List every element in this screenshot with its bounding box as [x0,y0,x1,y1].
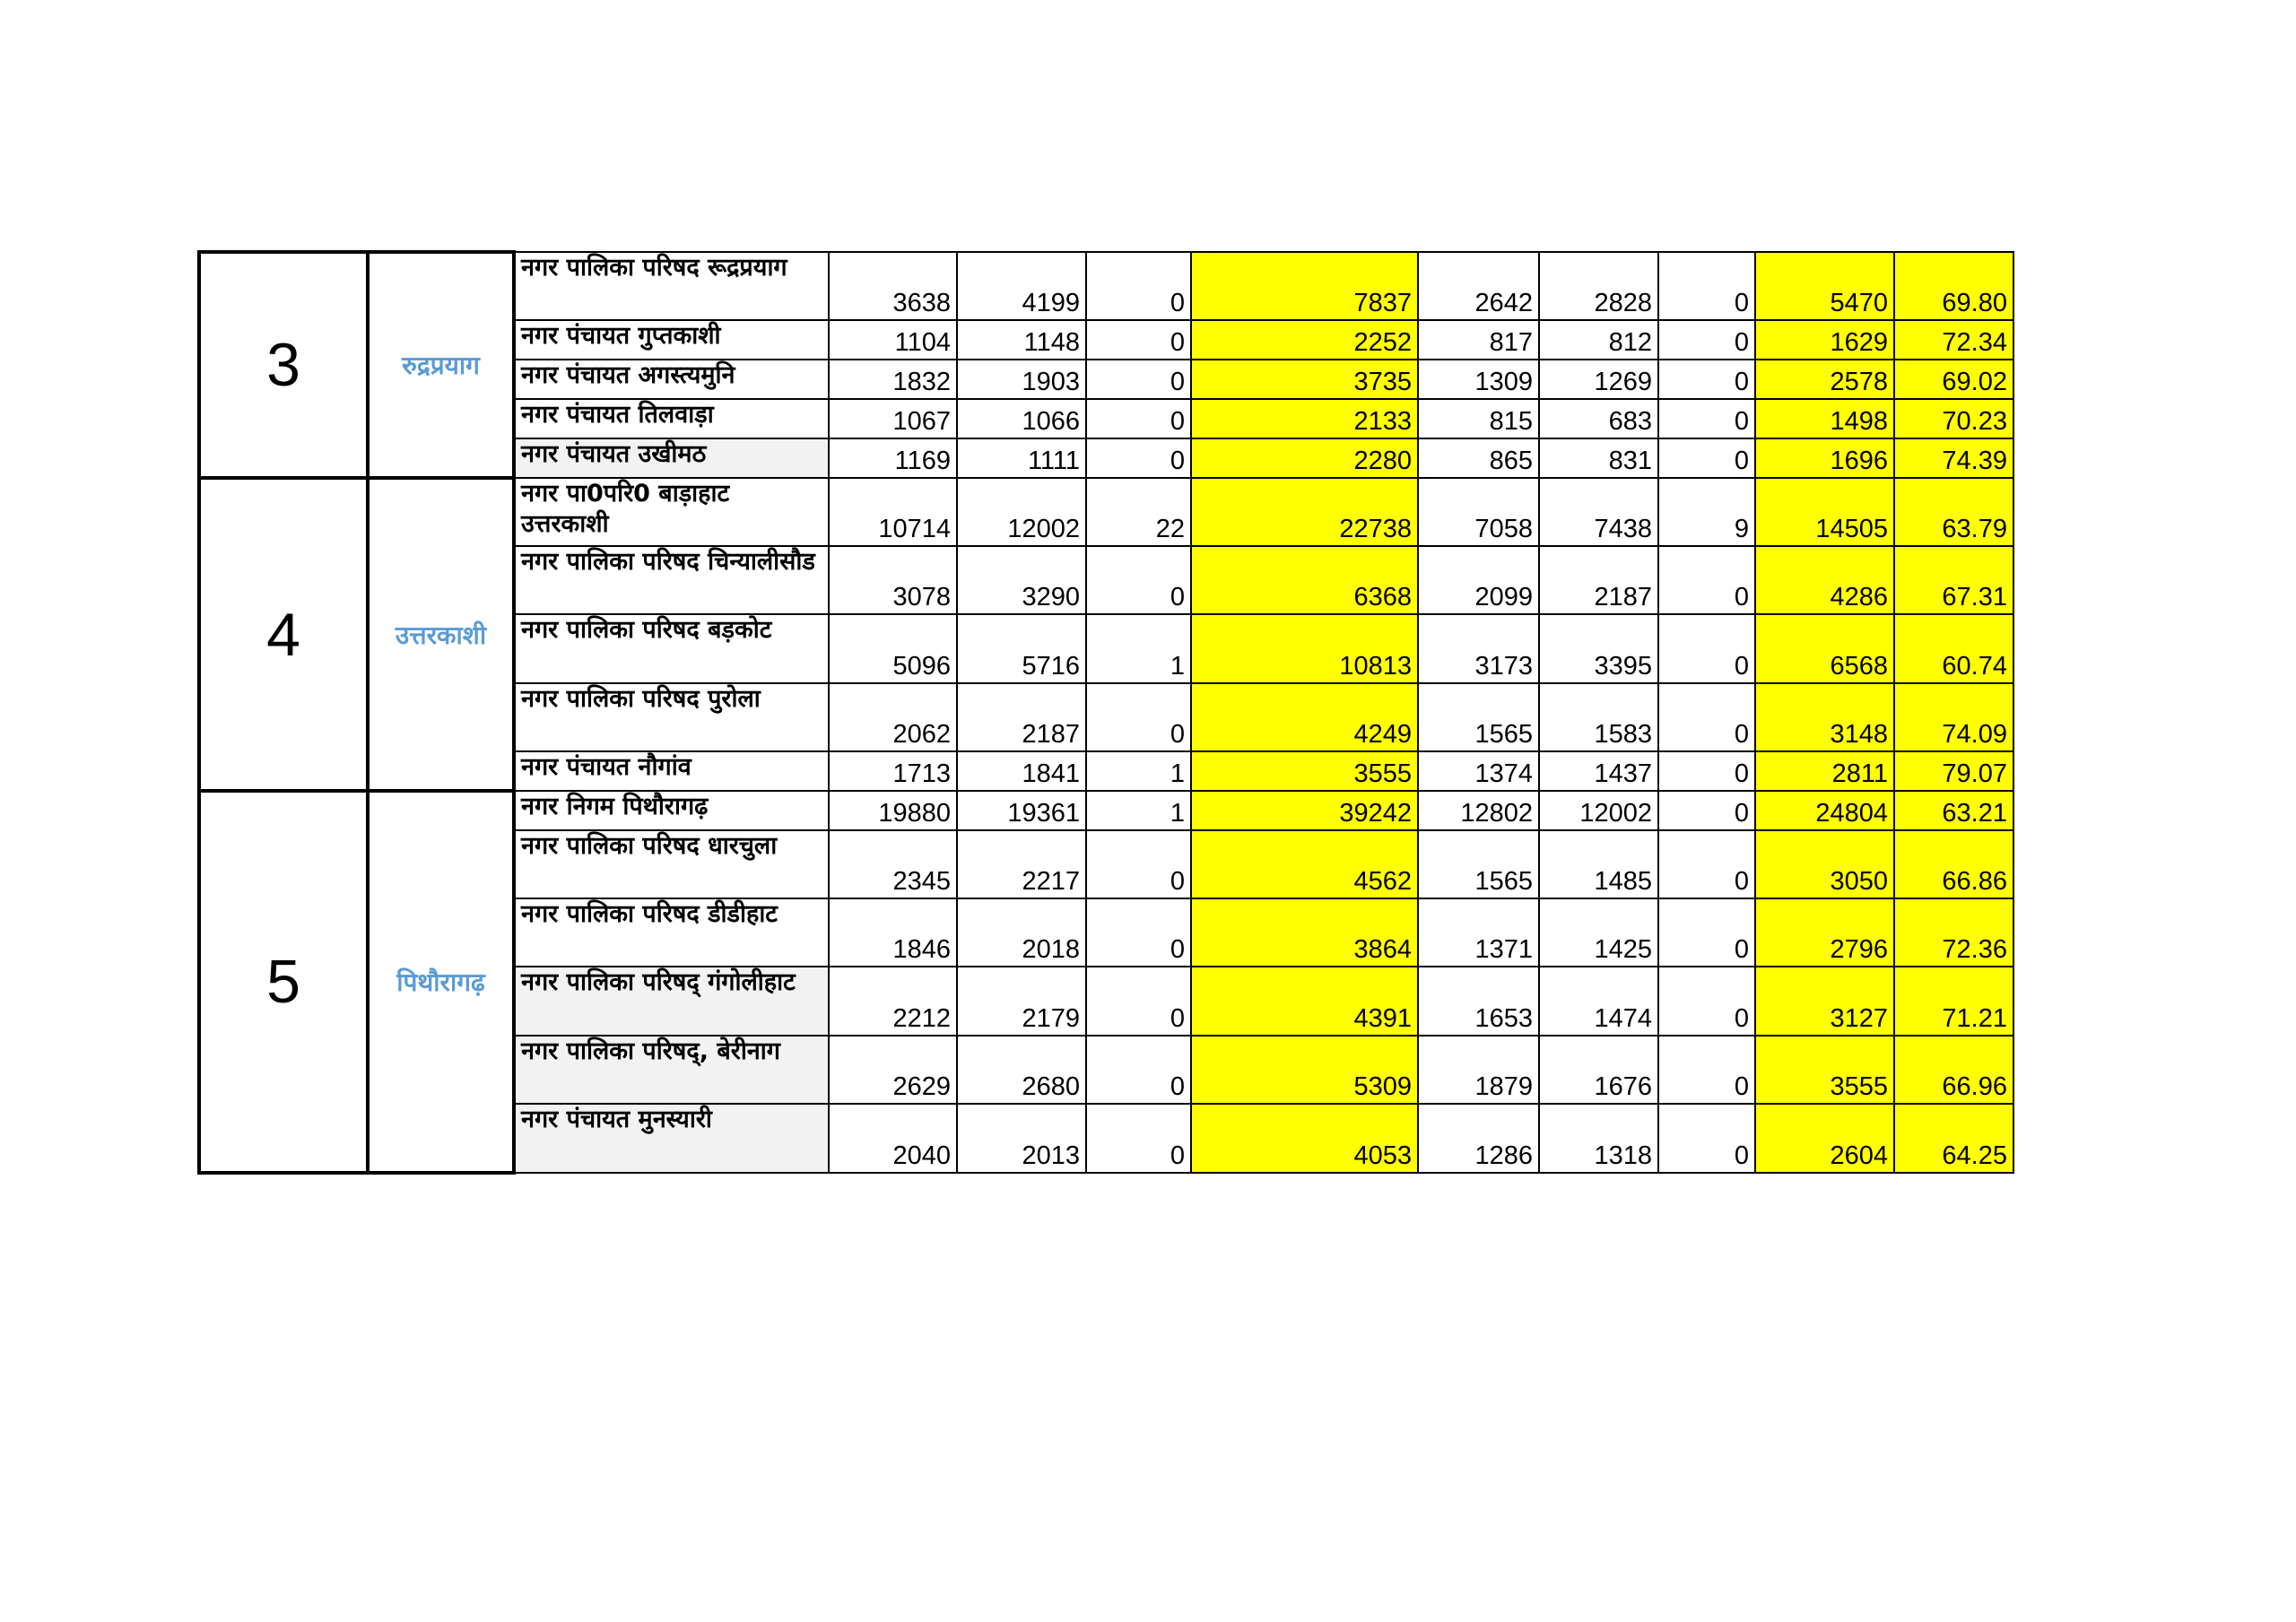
body-name-cell: नगर पालिका परिषद धारचुला [514,830,829,898]
value-col-1: 1713 [829,751,957,791]
serial-number-cell: 5 [199,791,368,1173]
district-cell [368,791,514,1173]
value-col-6: 1583 [1539,683,1658,751]
value-col-5: 817 [1418,320,1539,360]
total-col-a: 39242 [1191,791,1418,830]
value-col-5: 1565 [1418,830,1539,898]
district-cell [368,252,514,478]
total-col-b: 3148 [1755,683,1894,751]
value-col-7: 0 [1658,967,1755,1036]
total-col-a: 5309 [1191,1036,1418,1104]
value-col-1: 2062 [829,683,957,751]
percent-col: 74.39 [1894,438,2013,478]
value-col-6: 1676 [1539,1036,1658,1104]
total-col-a: 4249 [1191,683,1418,751]
value-col-2: 3290 [957,546,1086,614]
value-col-6: 1437 [1539,751,1658,791]
value-col-7: 0 [1658,751,1755,791]
body-name-cell: नगर पालिका परिषद्, बेरीनाग [514,1036,829,1104]
value-col-1: 1169 [829,438,957,478]
value-col-2: 2179 [957,967,1086,1036]
percent-col: 72.34 [1894,320,2013,360]
total-col-a: 3735 [1191,360,1418,399]
value-col-1: 2629 [829,1036,957,1104]
district-name: रुद्रप्रयाग [402,351,480,380]
value-col-7: 0 [1658,399,1755,438]
value-col-5: 7058 [1418,478,1539,546]
value-col-6: 7438 [1539,478,1658,546]
value-col-7: 9 [1658,478,1755,546]
total-col-b: 4286 [1755,546,1894,614]
value-col-3: 0 [1086,683,1191,751]
percent-col: 69.80 [1894,252,2013,320]
body-name-cell: नगर पंचायत तिलवाड़ा [514,399,829,438]
value-col-2: 19361 [957,791,1086,830]
value-col-3: 0 [1086,967,1191,1036]
value-col-5: 1653 [1418,967,1539,1036]
value-col-5: 1309 [1418,360,1539,399]
value-col-1: 19880 [829,791,957,830]
total-col-b: 1629 [1755,320,1894,360]
serial-number-cell: 3 [199,252,368,478]
total-col-b: 24804 [1755,791,1894,830]
total-col-b: 1498 [1755,399,1894,438]
value-col-7: 0 [1658,360,1755,399]
value-col-3: 0 [1086,252,1191,320]
value-col-3: 0 [1086,399,1191,438]
district-name: उत्तरकाशी [395,620,487,650]
value-col-1: 2212 [829,967,957,1036]
percent-col: 66.86 [1894,830,2013,898]
value-col-6: 12002 [1539,791,1658,830]
total-col-b: 3127 [1755,967,1894,1036]
percent-col: 72.36 [1894,898,2013,967]
value-col-3: 0 [1086,320,1191,360]
value-col-2: 1066 [957,399,1086,438]
value-col-7: 0 [1658,1036,1755,1104]
percent-col: 66.96 [1894,1036,2013,1104]
value-col-3: 0 [1086,546,1191,614]
value-col-5: 865 [1418,438,1539,478]
value-col-7: 0 [1658,614,1755,683]
percent-col: 70.23 [1894,399,2013,438]
body-name-cell: नगर पालिका परिषद चिन्यालीसौड [514,546,829,614]
value-col-1: 3638 [829,252,957,320]
total-col-a: 22738 [1191,478,1418,546]
value-col-3: 1 [1086,614,1191,683]
value-col-3: 0 [1086,1036,1191,1104]
value-col-7: 0 [1658,683,1755,751]
body-name-cell: नगर पालिका परिषद् गंगोलीहाट [514,967,829,1036]
value-col-5: 815 [1418,399,1539,438]
value-col-5: 1565 [1418,683,1539,751]
total-col-b: 2811 [1755,751,1894,791]
value-col-5: 1879 [1418,1036,1539,1104]
body-name-cell: नगर पा0परि0 बाड़ाहाट उत्तरकाशी [514,478,829,546]
value-col-1: 2345 [829,830,957,898]
value-col-1: 1104 [829,320,957,360]
body-name-cell: नगर पालिका परिषद डीडीहाट [514,898,829,967]
body-name-cell: नगर पालिका परिषद बड़कोट [514,614,829,683]
body-name-cell: नगर निगम पिथौरागढ़ [514,791,829,830]
value-col-6: 2187 [1539,546,1658,614]
value-col-2: 2187 [957,683,1086,751]
total-col-a: 2280 [1191,438,1418,478]
total-col-b: 5470 [1755,252,1894,320]
body-name-cell: नगर पंचायत नौगांव [514,751,829,791]
table-row [199,252,2013,320]
value-col-6: 2828 [1539,252,1658,320]
value-col-6: 1318 [1539,1104,1658,1173]
value-col-7: 0 [1658,1104,1755,1173]
total-col-a: 6368 [1191,546,1418,614]
value-col-2: 2018 [957,898,1086,967]
value-col-2: 1148 [957,320,1086,360]
table-body [199,252,2013,1173]
total-col-b: 1696 [1755,438,1894,478]
value-col-7: 0 [1658,791,1755,830]
body-name-cell: नगर पंचायत उखीमठ [514,438,829,478]
value-col-5: 2099 [1418,546,1539,614]
total-col-b: 2796 [1755,898,1894,967]
value-col-7: 0 [1658,546,1755,614]
percent-col: 79.07 [1894,751,2013,791]
total-col-a: 3555 [1191,751,1418,791]
value-col-2: 4199 [957,252,1086,320]
total-col-b: 2604 [1755,1104,1894,1173]
table-row [199,478,2013,546]
value-col-5: 12802 [1418,791,1539,830]
value-col-3: 22 [1086,478,1191,546]
value-col-7: 0 [1658,830,1755,898]
total-col-a: 10813 [1191,614,1418,683]
total-col-b: 6568 [1755,614,1894,683]
value-col-2: 1903 [957,360,1086,399]
percent-col: 60.74 [1894,614,2013,683]
value-col-5: 2642 [1418,252,1539,320]
value-col-1: 1832 [829,360,957,399]
total-col-a: 7837 [1191,252,1418,320]
district-name: पिथौरागढ़ [396,967,485,997]
value-col-6: 1425 [1539,898,1658,967]
value-col-3: 0 [1086,360,1191,399]
total-col-b: 2578 [1755,360,1894,399]
value-col-2: 12002 [957,478,1086,546]
value-col-7: 0 [1658,898,1755,967]
percent-col: 71.21 [1894,967,2013,1036]
body-name-cell: नगर पंचायत अगस्त्यमुनि [514,360,829,399]
value-col-5: 3173 [1418,614,1539,683]
value-col-1: 5096 [829,614,957,683]
body-name-cell: नगर पंचायत गुप्तकाशी [514,320,829,360]
value-col-3: 0 [1086,898,1191,967]
body-name-cell: नगर पालिका परिषद रूद्रप्रयाग [514,252,829,320]
value-col-5: 1286 [1418,1104,1539,1173]
percent-col: 64.25 [1894,1104,2013,1173]
value-col-6: 683 [1539,399,1658,438]
table-row [199,791,2013,830]
value-col-1: 10714 [829,478,957,546]
total-col-a: 2133 [1191,399,1418,438]
total-col-a: 3864 [1191,898,1418,967]
total-col-b: 3555 [1755,1036,1894,1104]
value-col-2: 1111 [957,438,1086,478]
total-col-a: 4391 [1191,967,1418,1036]
percent-col: 67.31 [1894,546,2013,614]
district-cell [368,478,514,791]
serial-number-cell: 4 [199,478,368,791]
value-col-5: 1371 [1418,898,1539,967]
value-col-7: 0 [1658,252,1755,320]
percent-col: 63.21 [1894,791,2013,830]
value-col-3: 1 [1086,791,1191,830]
value-col-2: 2680 [957,1036,1086,1104]
value-col-6: 831 [1539,438,1658,478]
value-col-3: 0 [1086,830,1191,898]
total-col-b: 3050 [1755,830,1894,898]
percent-col: 63.79 [1894,478,2013,546]
value-col-6: 3395 [1539,614,1658,683]
percent-col: 74.09 [1894,683,2013,751]
body-name-cell: नगर पालिका परिषद पुरोला [514,683,829,751]
total-col-a: 4053 [1191,1104,1418,1173]
total-col-a: 2252 [1191,320,1418,360]
election-results-table [197,250,2014,1175]
value-col-1: 1846 [829,898,957,967]
value-col-6: 1269 [1539,360,1658,399]
value-col-1: 1067 [829,399,957,438]
value-col-2: 1841 [957,751,1086,791]
value-col-3: 0 [1086,438,1191,478]
total-col-b: 14505 [1755,478,1894,546]
value-col-6: 812 [1539,320,1658,360]
value-col-2: 2013 [957,1104,1086,1173]
value-col-6: 1474 [1539,967,1658,1036]
body-name-cell: नगर पंचायत मुनस्यारी [514,1104,829,1173]
value-col-2: 2217 [957,830,1086,898]
value-col-1: 3078 [829,546,957,614]
total-col-a: 4562 [1191,830,1418,898]
value-col-2: 5716 [957,614,1086,683]
value-col-7: 0 [1658,320,1755,360]
value-col-7: 0 [1658,438,1755,478]
percent-col: 69.02 [1894,360,2013,399]
value-col-1: 2040 [829,1104,957,1173]
value-col-3: 0 [1086,1104,1191,1173]
value-col-6: 1485 [1539,830,1658,898]
value-col-5: 1374 [1418,751,1539,791]
value-col-3: 1 [1086,751,1191,791]
